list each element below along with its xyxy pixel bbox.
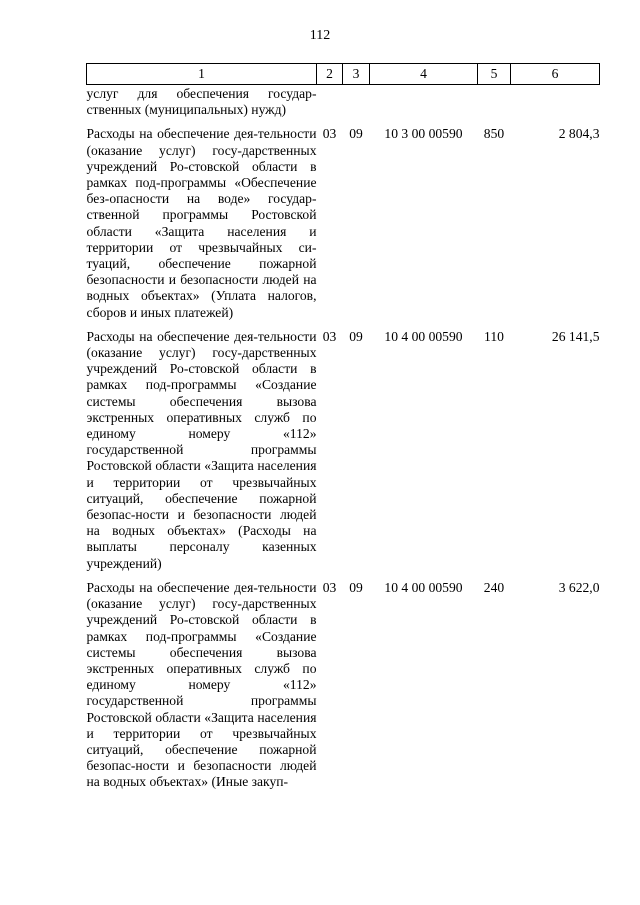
- budget-table: [86, 63, 600, 799]
- row-section: 03: [322, 579, 337, 595]
- table-row: [87, 580, 600, 799]
- row-description: Расходы на обеспечение дея-тельности (оказание услуг) госу-дарственных учреждений Ро-стовской области в рамках под-программы «Создание системы обеспечения вызова экстренных оперативных служб по единому номеру «112» государственной программы Ростовской области «Защита населения и территории от чрезвычайных ситуаций, обеспечение пожарной безопас-ности и безопасности людей на водных объектах» (Иные закуп-: [86, 579, 317, 790]
- row-description: Расходы на обеспечение дея-тельности (оказание услуг) госу-дарственных учреждений Ро-стовской области в рамках под-программы «Создание системы обеспечения вызова экстренных оперативных служб по единому номеру «112» государственной программы Ростовской области «Защита населения и территории от чрезвычайных ситуаций, обеспечение пожарной безопас-ности и безопасности людей на водных объектах» (Расходы на выплаты персоналу казенных учреждений): [86, 328, 317, 571]
- row-target-article: 10 4 00 00590: [384, 579, 463, 595]
- header-col-3: 3: [343, 64, 370, 85]
- table-row: [87, 126, 600, 328]
- continuation-row: [87, 85, 600, 127]
- row-target-article: 10 4 00 00590: [384, 328, 463, 344]
- continuation-text: услуг для обеспечения государ-ственных (муниципальных) нужд): [86, 86, 317, 118]
- row-subsection: 09: [349, 126, 363, 142]
- row-amount: 26 141,5: [551, 328, 600, 344]
- row-target-article: 10 3 00 00590: [384, 126, 463, 142]
- row-amount: 2 804,3: [558, 126, 600, 142]
- row-subsection: 09: [349, 328, 363, 344]
- row-subsection: 09: [349, 579, 363, 595]
- header-col-4: 4: [370, 64, 478, 85]
- row-description: Расходы на обеспечение дея-тельности (оказание услуг) госу-дарственных учреждений Ро-стовской области в рамках под-программы «Обеспечение без-опасности на воде» государ-ственной программы Ростовской области «Защита населения и территории от чрезвычайных си-туаций, обеспечение пожарной безопасности и безопасности людей на водных объектах» (Уплата налогов, сборов и иных платежей): [86, 126, 317, 320]
- header-col-2: 2: [317, 64, 343, 85]
- header-col-6: 6: [511, 64, 600, 85]
- header-row: [87, 64, 600, 85]
- header-col-5: 5: [478, 64, 511, 85]
- row-expense-type: 110: [484, 328, 504, 344]
- row-expense-type: 240: [483, 579, 505, 595]
- header-col-1: 1: [87, 64, 317, 85]
- table-row: [87, 329, 600, 580]
- page-number: 112: [309, 28, 331, 43]
- row-section: 03: [322, 328, 337, 344]
- row-amount: 3 622,0: [558, 579, 600, 595]
- row-section: 03: [322, 126, 337, 142]
- row-expense-type: 850: [483, 126, 505, 142]
